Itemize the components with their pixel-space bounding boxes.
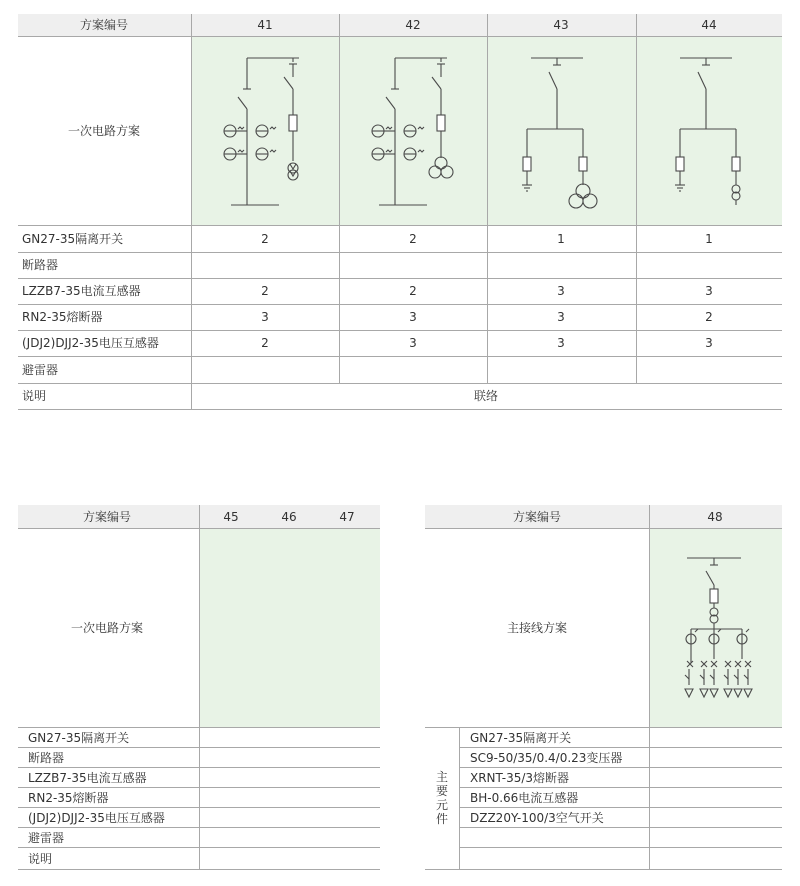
diagram-row-label: 主接线方案 [506,621,568,635]
diagram-cell-45-47 [199,529,380,727]
cell-value: 2 [261,284,269,298]
row-label-voltage-transformer: (JDJ2)DJJ2-35电压互感器 [28,811,165,825]
row-label-transformer: SC9-50/35/0.4/0.23变压器 [470,751,623,765]
diagram-row-label: 一次电路方案 [70,621,144,635]
column-header-45: 45 [223,510,239,524]
row-label-current-transformer: LZZB7-35电流互感器 [22,284,141,298]
cell-value: 3 [261,310,269,324]
group-label-main-components: 主要元件 [435,770,448,826]
row-label-fuse: RN2-35熔断器 [28,791,109,805]
row-label-breaker: 断路器 [28,751,65,765]
row-label-note: 说明 [22,389,47,403]
cell-value: 3 [409,310,417,324]
table-3-header-label: 方案编号 [512,510,562,524]
row-label-disconnector: GN27-35隔离开关 [22,232,124,246]
cell-value: 2 [261,336,269,350]
circuit-diagram-43 [487,37,636,225]
column-header-46: 46 [281,510,297,524]
row-label-voltage-transformer: (JDJ2)DJJ2-35电压互感器 [22,336,159,350]
cell-value: 3 [557,336,565,350]
row-label-arrester: 避雷器 [28,831,65,845]
cell-value: 2 [705,310,713,324]
table-2-header-label: 方案编号 [82,510,132,524]
row-label-breaker: 断路器 [22,258,59,272]
cell-value: 3 [557,310,565,324]
cell-value: 1 [705,232,713,246]
column-header-41: 41 [257,18,273,32]
cell-value: 1 [557,232,565,246]
column-header-48: 48 [707,510,723,524]
row-label-note: 说明 [28,852,53,866]
note-value: 联络 [473,389,499,403]
row-label-arrester: 避雷器 [22,363,59,377]
cell-value: 3 [409,336,417,350]
row-label-fuse: XRNT-35/3熔断器 [470,771,570,785]
table-3-header [425,505,782,528]
column-header-42: 42 [405,18,421,32]
circuit-diagram-44 [636,37,782,225]
diagram-row-label: 一次电路方案 [67,124,141,138]
table-1-header-label: 方案编号 [79,18,129,32]
circuit-diagram-41 [191,37,339,225]
cell-value: 3 [557,284,565,298]
table-1-header [18,14,782,36]
row-label-air-switch: DZZ20Y-100/3空气开关 [470,811,604,825]
row-label-disconnector: GN27-35隔离开关 [470,731,572,745]
row-label-current-transformer: BH-0.66电流互感器 [470,791,579,805]
cell-value: 2 [409,232,417,246]
circuit-diagram-42 [339,37,487,225]
row-label-fuse: RN2-35熔断器 [22,310,103,324]
cell-value: 2 [261,232,269,246]
column-header-44: 44 [701,18,717,32]
row-label-current-transformer: LZZB7-35电流互感器 [28,771,147,785]
circuit-diagram-48 [649,529,782,727]
row-label-disconnector: GN27-35隔离开关 [28,731,130,745]
cell-value: 2 [409,284,417,298]
cell-value: 3 [705,336,713,350]
column-header-43: 43 [553,18,569,32]
cell-value: 3 [705,284,713,298]
column-header-47: 47 [339,510,355,524]
